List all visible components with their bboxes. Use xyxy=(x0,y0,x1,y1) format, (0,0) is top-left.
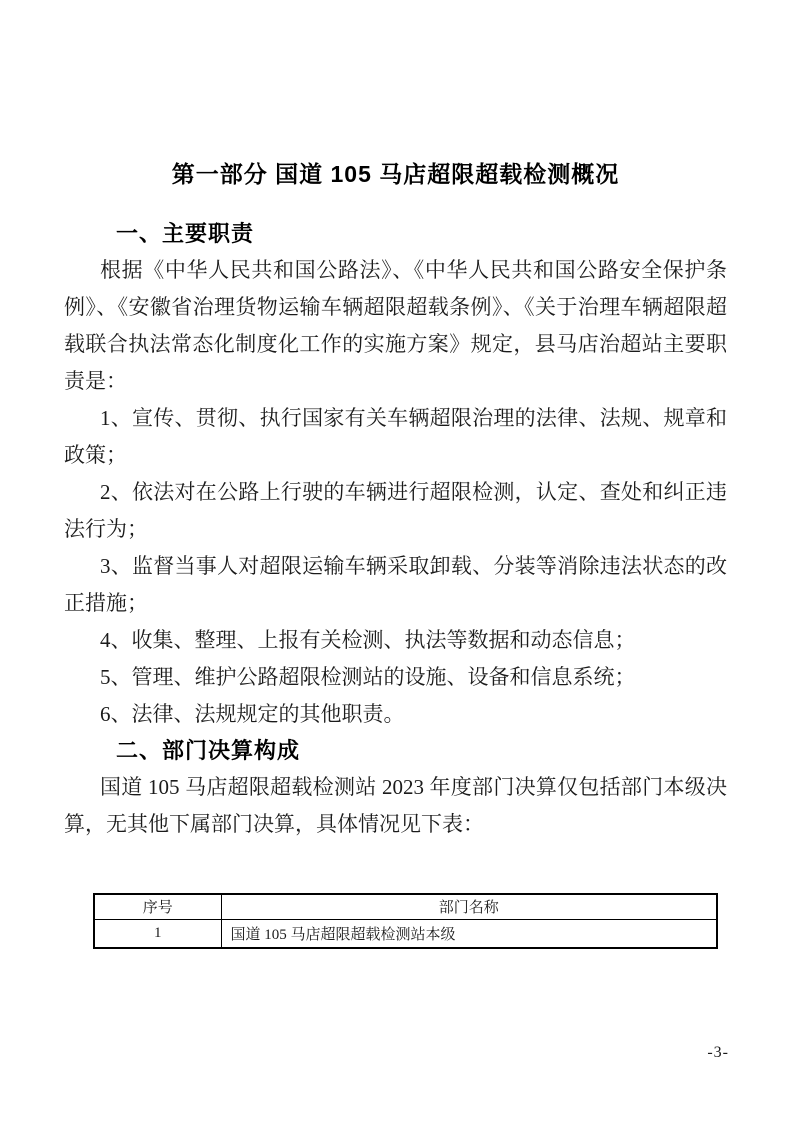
composition-intro-paragraph: 国道 105 马店超限超载检测站 2023 年度部门决算仅包括部门本级决算，无其他下属部门决算，具体情况见下表： xyxy=(64,775,727,836)
duty-item-3: 3、监督当事人对超限运输车辆采取卸载、分装等消除违法状态的改正措施； xyxy=(64,554,727,615)
table-header-seq: 序号 xyxy=(94,894,221,919)
page-number: -3- xyxy=(707,1044,729,1061)
table-row xyxy=(94,919,717,948)
section-heading-main-duties: 一、主要职责 xyxy=(116,221,255,246)
duties-intro-paragraph: 根据《中华人民共和国公路法》、《中华人民共和国公路安全保护条例》、《安徽省治理货物运输车辆超限超载条例》、《关于治理车辆超限超载联合执法常态化制度化工作的实施方案》规定，县马店治超站主要职责是： xyxy=(64,258,727,393)
duty-item-6: 6、法律、法规规定的其他职责。 xyxy=(100,702,405,726)
section-heading-budget-composition: 二、部门决算构成 xyxy=(116,738,301,763)
department-table xyxy=(93,893,718,949)
document-title: 第一部分 国道 105 马店超限超载检测概况 xyxy=(171,161,620,187)
duty-item-4: 4、收集、整理、上报有关检测、执法等数据和动态信息； xyxy=(100,628,636,652)
duty-item-5: 5、管理、维护公路超限检测站的设施、设备和信息系统； xyxy=(100,665,636,689)
duty-item-1: 1、宣传、贯彻、执行国家有关车辆超限治理的法律、法规、规章和政策； xyxy=(64,406,727,467)
duty-item-2: 2、依法对在公路上行驶的车辆进行超限检测，认定、查处和纠正违法行为； xyxy=(64,480,727,541)
table-header-row xyxy=(94,894,717,919)
table-header-dept-name: 部门名称 xyxy=(221,894,717,919)
table-cell-seq: 1 xyxy=(94,919,221,948)
table-cell-dept-name: 国道 105 马店超限超载检测站本级 xyxy=(221,919,717,948)
document-content xyxy=(64,158,727,949)
